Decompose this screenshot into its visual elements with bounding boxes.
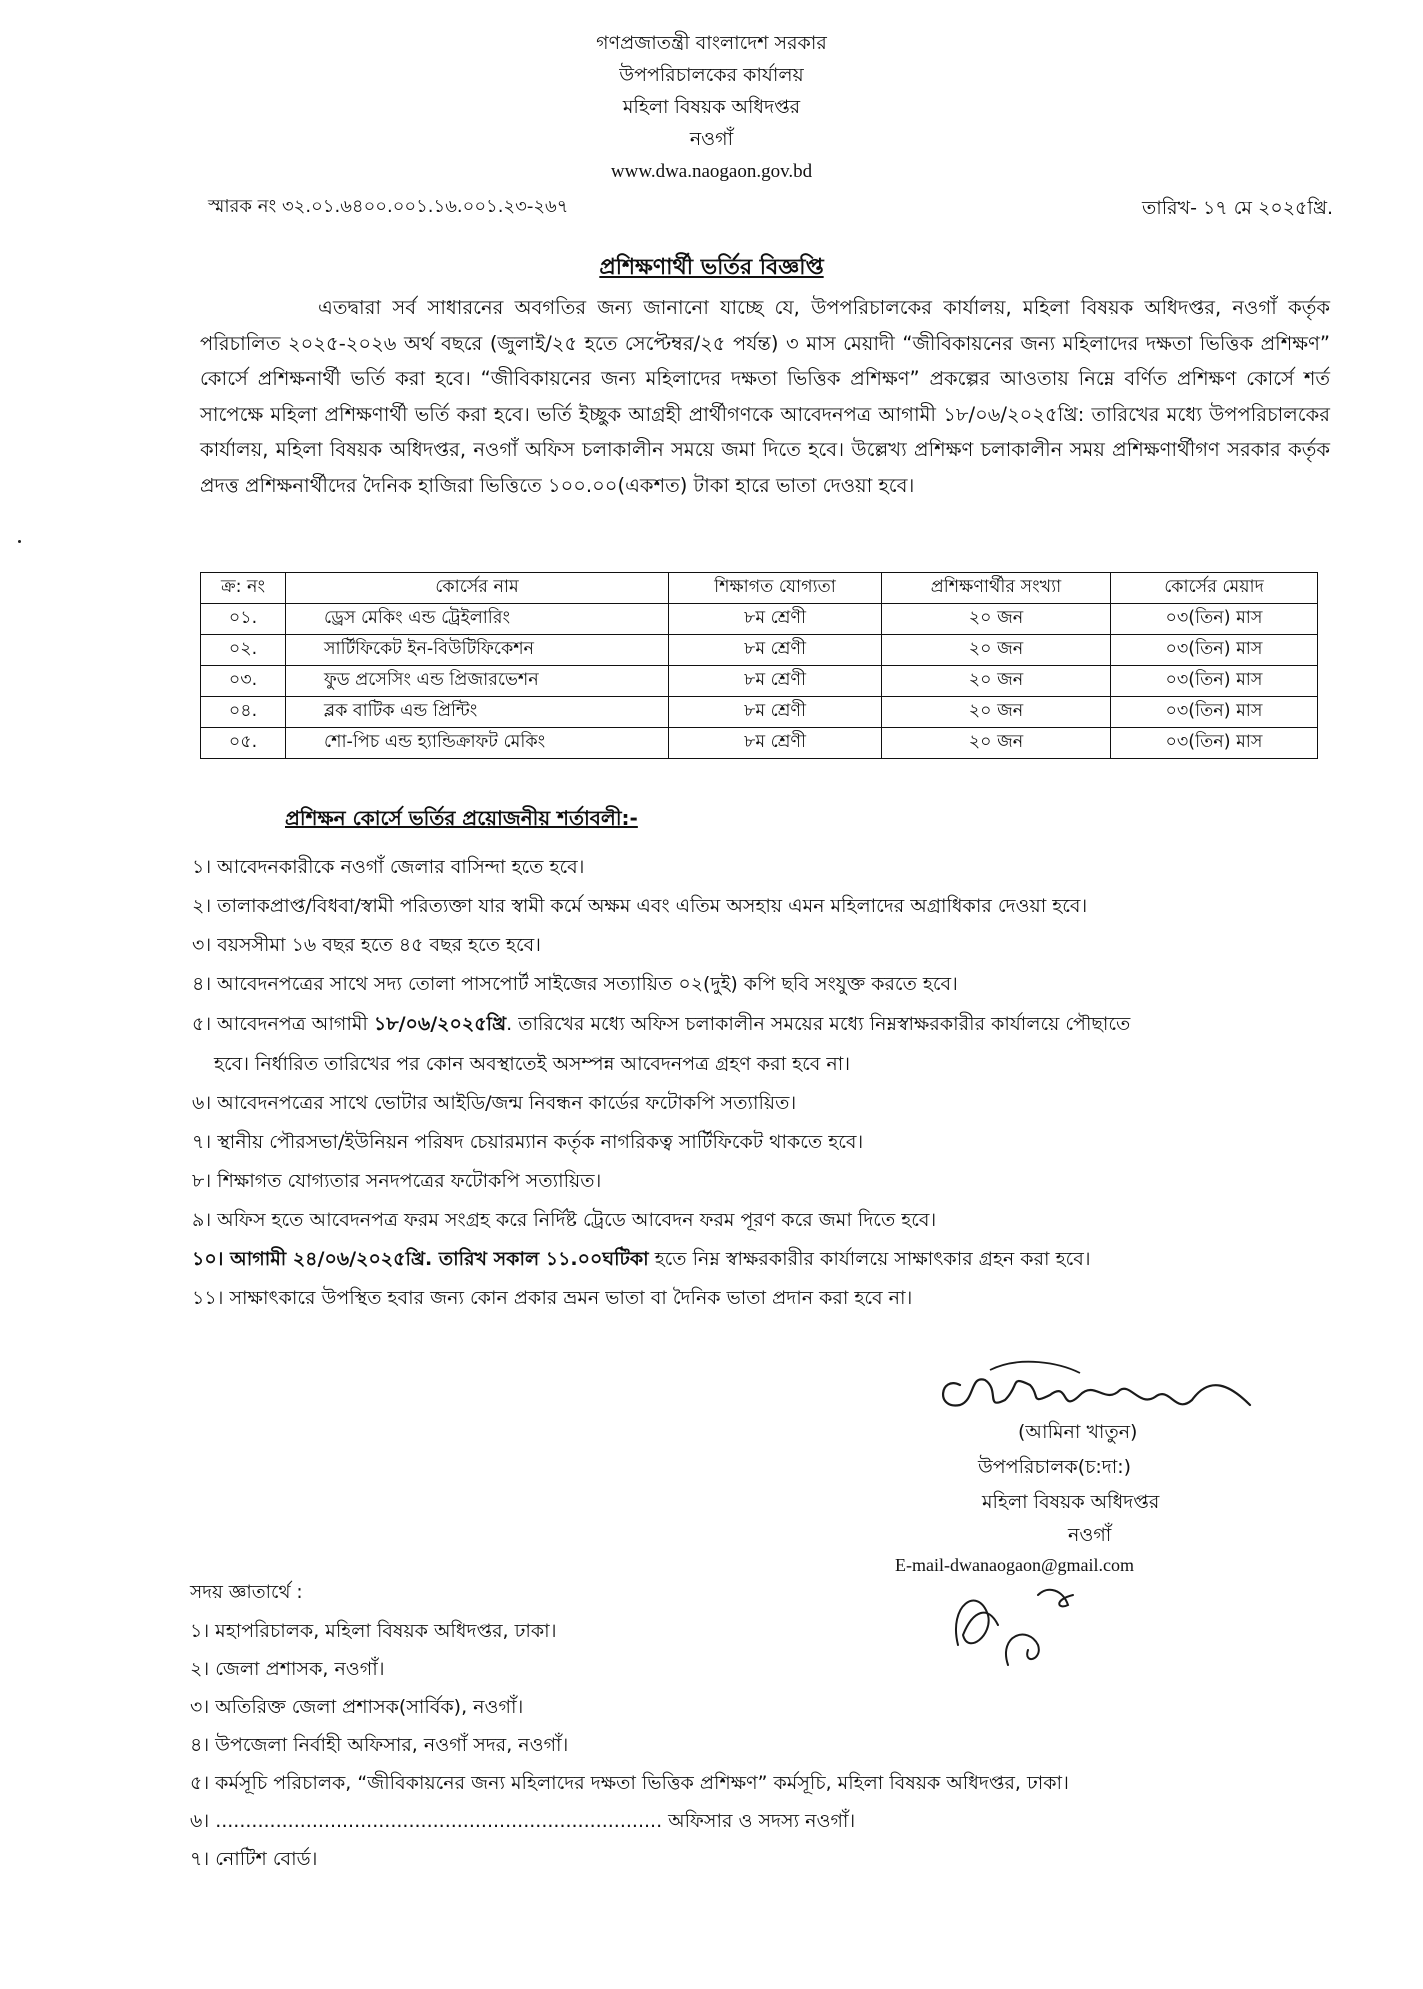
header-district: নওগাঁ xyxy=(689,128,734,150)
notice-title: প্রশিক্ষণার্থী ভর্তির বিজ্ঞপ্তি xyxy=(599,255,824,280)
cc-item: ৫। কর্মসূচি পরিচালক, “জীবিকায়নের জন্য মহিলাদের দক্ষতা ভিত্তিক প্রশিক্ষণ” কর্মসূচি, মহিলা বিষয়ক অধিদপ্তর, ঢাকা। xyxy=(190,1772,1069,1794)
conditions-title: প্রশিক্ষন কোর্সে ভর্তির প্রয়োজনীয় শর্তাবলী:- xyxy=(285,806,638,830)
memo-number: স্মারক নং ৩২.০১.৬৪০০.০০১.১৬.০০১.২৩-২৬৭ xyxy=(208,196,569,217)
cell-count: ২০ জন xyxy=(882,697,1111,728)
header-website: www.dwa.naogaon.gov.bd xyxy=(610,161,813,182)
cell-course: ড্রেস মেকিং এন্ড ট্রেইলারিং xyxy=(286,604,669,635)
table-row xyxy=(201,635,1318,666)
cell-education: ৮ম শ্রেণী xyxy=(669,697,882,728)
cell-duration: ০৩(তিন) মাস xyxy=(1111,728,1318,759)
col-header-serial: ক্র: নং xyxy=(201,573,286,604)
cell-count: ২০ জন xyxy=(882,728,1111,759)
condition-interview-date: ১০। আগামী ২৪/০৬/২০২৫খ্রি. তারিখ সকাল ১১.০০ঘটিকা xyxy=(192,1248,649,1270)
condition-deadline: ১৮/০৬/২০২৫খ্রি xyxy=(373,1013,507,1035)
signatory-name: (আমিনা খাতুন) xyxy=(1018,1421,1138,1443)
cell-count: ২০ জন xyxy=(882,604,1111,635)
condition-continuation: হবে। নির্ধারিত তারিখের পর কোন অবস্থাতেই অসম্পন্ন আবেদনপত্র গ্রহণ করা হবে না। xyxy=(214,1053,851,1075)
col-header-duration: কোর্সের মেয়াদ xyxy=(1111,573,1318,604)
condition-text: . তারিখের মধ্যে অফিস চলাকালীন সময়ের মধ্যে নিম্নস্বাক্ষরকারীর কার্যালয়ে পৌছাতে xyxy=(506,1013,1131,1035)
condition-item xyxy=(192,1004,1332,1084)
condition-item: ৪। আবেদনপত্রের সাথে সদ্য তোলা পাসপোর্ট সাইজের সত্যায়িত ০২(দুই) কপি ছবি সংযুক্ত করতে হবে। xyxy=(192,973,958,995)
cell-duration: ০৩(তিন) মাস xyxy=(1111,697,1318,728)
signatory-email: E-mail-dwanaogaon@gmail.com xyxy=(895,1555,1135,1575)
cell-course: সার্টিফিকেট ইন-বিউটিফিকেশন xyxy=(286,635,669,666)
condition-item xyxy=(192,1240,1332,1279)
intro-paragraph xyxy=(200,290,1330,503)
cell-serial: ০২. xyxy=(201,635,286,666)
condition-text: হতে নিম্ন স্বাক্ষরকারীর কার্যালয়ে সাক্ষাৎকার গ্রহন করা হবে। xyxy=(648,1248,1091,1270)
condition-item: ১। আবেদনকারীকে নওগাঁ জেলার বাসিন্দা হতে হবে। xyxy=(192,856,585,878)
cell-count: ২০ জন xyxy=(882,666,1111,697)
cell-education: ৮ম শ্রেণী xyxy=(669,728,882,759)
cc-item: ১। মহাপরিচালক, মহিলা বিষয়ক অধিদপ্তর, ঢাকা। xyxy=(190,1620,557,1642)
cell-serial: ০১. xyxy=(201,604,286,635)
condition-item: ৯। অফিস হতে আবেদনপত্র ফরম সংগ্রহ করে নির্দিষ্ট ট্রেডে আবেদন ফরম পূরণ করে জমা দিতে হবে। xyxy=(192,1209,937,1231)
table-row xyxy=(201,728,1318,759)
cell-education: ৮ম শ্রেণী xyxy=(669,635,882,666)
header-office: উপপরিচালকের কার্যালয় xyxy=(619,64,804,86)
cell-serial: ০৫. xyxy=(201,728,286,759)
signatory-designation: উপপরিচালক(চ:দা:) xyxy=(978,1456,1132,1478)
table-row xyxy=(201,666,1318,697)
cell-serial: ০৪. xyxy=(201,697,286,728)
cell-count: ২০ জন xyxy=(882,635,1111,666)
intro-text: এতদ্বারা সর্ব সাধারনের অবগতির জন্য জানানো যাচ্ছে যে, উপপরিচালকের কার্যালয়, মহিলা বিষয়ক অধিদপ্তর, নওগাঁ কর্তৃক পরিচালিত ২০২৫-২০২৬ অর্থ বছরে (জুলাই/২৫ হতে সেপ্টেম্বর/২৫ পর্যন্ত) ৩ মাস মেয়াদী “জীবিকায়নের জন্য মহিলাদের দক্ষতা ভিত্তিক প্রশিক্ষণ” কোর্সে প্রশিক্ষনার্থী ভর্তি করা হবে। “জীবিকায়নের জন্য মহিলাদের দক্ষতা ভিত্তিক প্রশিক্ষণ” প্রকল্পের আওতায় নিম্নে বর্ণিত প্রশিক্ষণ কোর্সে শর্ত সাপেক্ষে মহিলা প্রশিক্ষণার্থী ভর্তি করা হবে। ভর্তি ইচ্ছুক আগ্রহী প্রার্থীগণকে আবেদনপত্র আগামী ১৮/০৬/২০২৫খ্রি: তারিখের মধ্যে উপপরিচালকের কার্যালয়, মহিলা বিষয়ক অধিদপ্তর, নওগাঁ অফিস চলাকালীন সময়ে জমা দিতে হবে। উল্লেখ্য প্রশিক্ষণ চলাকালীন সময় প্রশিক্ষণার্থীগণ সরকার কর্তৃক প্রদত্ত প্রশিক্ষনার্থীদের দৈনিক হাজিরা ভিত্তিতে ১০০.০০(একশত) টাকা হারে ভাতা দেওয়া হবে। xyxy=(200,296,1330,497)
cell-duration: ০৩(তিন) মাস xyxy=(1111,604,1318,635)
course-table xyxy=(200,572,1318,759)
condition-item: ৮। শিক্ষাগত যোগ্যতার সনদপত্রের ফটোকপি সত্যায়িত। xyxy=(192,1170,602,1192)
header-department: মহিলা বিষয়ক অধিদপ্তর xyxy=(622,96,801,118)
col-header-education: শিক্ষাগত যোগ্যতা xyxy=(669,573,882,604)
cc-title: সদয় জ্ঞাতার্থে : xyxy=(190,1582,303,1603)
cc-item: ৪। উপজেলা নির্বাহী অফিসার, নওগাঁ সদর, নওগাঁ। xyxy=(190,1734,569,1756)
memo-date: তারিখ- ১৭ মে ২০২৫খ্রি. xyxy=(1141,197,1333,219)
cell-serial: ০৩. xyxy=(201,666,286,697)
condition-item: ৬। আবেদনপত্রের সাথে ভোটার আইডি/জন্ম নিবন্ধন কার্ডের ফটোকপি সত্যায়িত। xyxy=(192,1092,797,1114)
cc-item: ৭। নোটিশ বোর্ড। xyxy=(190,1848,318,1870)
cell-course: ফুড প্রসেসিং এন্ড প্রিজারভেশন xyxy=(286,666,669,697)
cc-item: ৬। .......................................................................... অফিসার ও সদস্য নওগাঁ। xyxy=(190,1810,856,1832)
cell-education: ৮ম শ্রেণী xyxy=(669,604,882,635)
cc-item: ২। জেলা প্রশাসক, নওগাঁ। xyxy=(190,1658,385,1680)
signatory-office: মহিলা বিষয়ক অধিদপ্তর xyxy=(982,1491,1160,1513)
col-header-count: প্রশিক্ষণার্থীর সংখ্যা xyxy=(882,573,1111,604)
cell-course: ব্লক বাটিক এন্ড প্রিন্টিং xyxy=(286,697,669,728)
stray-mark xyxy=(18,540,21,543)
condition-item: ৭। স্থানীয় পৌরসভা/ইউনিয়ন পরিষদ চেয়ারম্যান কর্তৃক নাগরিকত্ব সার্টিফিকেট থাকতে হবে। xyxy=(192,1131,864,1153)
conditions-list xyxy=(192,848,1332,1318)
cell-course: শো-পিচ এন্ড হ্যান্ডিক্রাফট মেকিং xyxy=(286,728,669,759)
condition-item: ১১। সাক্ষাৎকারে উপস্থিত হবার জন্য কোন প্রকার ভ্রমন ভাতা বা দৈনিক ভাতা প্রদান করা হবে না। xyxy=(192,1287,913,1309)
table-row xyxy=(201,697,1318,728)
table-header-row xyxy=(201,573,1318,604)
condition-text: ৫। আবেদনপত্র আগামী xyxy=(192,1013,374,1035)
signatory-district: নওগাঁ xyxy=(1068,1524,1112,1546)
cc-list xyxy=(190,1612,1069,1878)
cell-duration: ০৩(তিন) মাস xyxy=(1111,666,1318,697)
condition-item: ২। তালাকপ্রাপ্ত/বিধবা/স্বামী পরিত্যক্তা যার স্বামী কর্মে অক্ষম এবং এতিম অসহায় এমন মহিলাদের অগ্রাধিকার দেওয়া হবে। xyxy=(192,895,1088,917)
condition-item: ৩। বয়সসীমা ১৬ বছর হতে ৪৫ বছর হতে হবে। xyxy=(192,934,541,956)
cc-item: ৩। অতিরিক্ত জেলা প্রশাসক(সার্বিক), নওগাঁ। xyxy=(190,1696,524,1718)
col-header-course: কোর্সের নাম xyxy=(286,573,669,604)
table-row xyxy=(201,604,1318,635)
cell-duration: ০৩(তিন) মাস xyxy=(1111,635,1318,666)
cell-education: ৮ম শ্রেণী xyxy=(669,666,882,697)
header-govt: গণপ্রজাতন্ত্রী বাংলাদেশ সরকার xyxy=(596,32,827,54)
